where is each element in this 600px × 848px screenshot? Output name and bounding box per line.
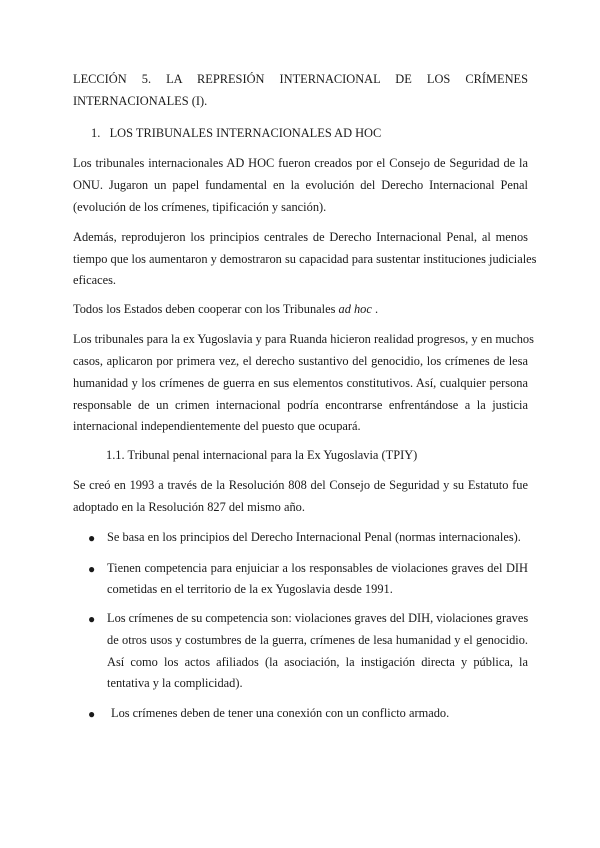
subsection-heading: 1.1. Tribunal penal internacional para la Ex Yugoslavia (TPIY) (106, 448, 418, 462)
document-title-line-1: LECCIÓN 5. LA REPRESIÓN INTERNACIONAL DE LOS CRÍMENES (73, 72, 528, 86)
paragraph-2-line-2: tiempo que los aumentaron y demostraron su capacidad para sustentar instituciones judiciales (73, 252, 537, 266)
section-number: 1. (91, 126, 101, 140)
bullet-3-line-1: Los crímenes de su competencia son: violaciones graves del DIH, violaciones graves (107, 611, 529, 625)
bullet-4-marker: ● (88, 707, 96, 721)
paragraph-4-line-2: casos, aplicaron por primera vez, el derecho sustantivo del genocidio, los crímenes de lesa (73, 354, 528, 368)
section-heading (91, 125, 511, 141)
paragraph-4-line-5: internacional independientemente del puesto que ocupará. (73, 419, 361, 433)
bullet-2-line-2: cometidas en el territorio de la ex Yugoslavia desde 1991. (107, 582, 393, 596)
bullet-3-line-4: tentativa y la complicidad). (107, 676, 243, 690)
paragraph-3 (73, 301, 528, 317)
paragraph-5-line-1: Se creó en 1993 a través de la Resolución 808 del Consejo de Seguridad y su Estatuto fue (73, 478, 528, 492)
document-title-line-2: INTERNACIONALES (I). (73, 94, 208, 108)
paragraph-2-line-3: eficaces. (73, 273, 116, 287)
bullet-3-marker: ● (88, 612, 96, 626)
bullet-1-marker: ● (88, 531, 96, 545)
paragraph-1-line-1: Los tribunales internacionales AD HOC fueron creados por el Consejo de Seguridad de la (73, 156, 528, 170)
bullet-1-line-1: Se basa en los principios del Derecho Internacional Penal (normas internacionales). (107, 530, 521, 544)
paragraph-2-line-1: Además, reprodujeron los principios centrales de Derecho Internacional Penal, al menos (73, 230, 528, 244)
bullet-4-line-1: Los crímenes deben de tener una conexión con un conflicto armado. (111, 706, 450, 720)
paragraph-3-end: . (371, 302, 379, 316)
bullet-3-line-2: de otros usos y costumbres de la guerra, crímenes de lesa humanidad y el genocidio. (107, 633, 528, 647)
paragraph-4-line-1: Los tribunales para la ex Yugoslavia y para Ruanda hicieron realidad progresos, y en muchos (73, 332, 534, 346)
section-heading-text: LOS TRIBUNALES INTERNACIONALES AD HOC (109, 126, 382, 140)
paragraph-5-line-2: adoptado en la Resolución 827 del mismo año. (73, 500, 305, 514)
bullet-2-marker: ● (88, 562, 96, 576)
paragraph-3-text: Todos los Estados deben cooperar con los Tribunales (73, 302, 339, 316)
paragraph-1-line-3: (evolución de los crímenes, tipificación y sanción). (73, 200, 327, 214)
bullet-3-line-3: Así como los actos afiliados (la asociación, la instigación directa y pública, la (107, 655, 528, 669)
paragraph-4-line-3: humanidad y los crímenes de guerra en sus elementos constitutivos. Así, cualquier persona (73, 376, 528, 390)
paragraph-1-line-2: ONU. Jugaron un papel fundamental en la evolución del Derecho Internacional Penal (73, 178, 528, 192)
bullet-2-line-1: Tienen competencia para enjuiciar a los responsables de violaciones graves del DIH (107, 561, 528, 575)
paragraph-3-italic: ad hoc (338, 302, 372, 316)
paragraph-4-line-4: responsable de un crimen internacional podría encontrarse enfrentándose a la justicia (73, 398, 528, 412)
